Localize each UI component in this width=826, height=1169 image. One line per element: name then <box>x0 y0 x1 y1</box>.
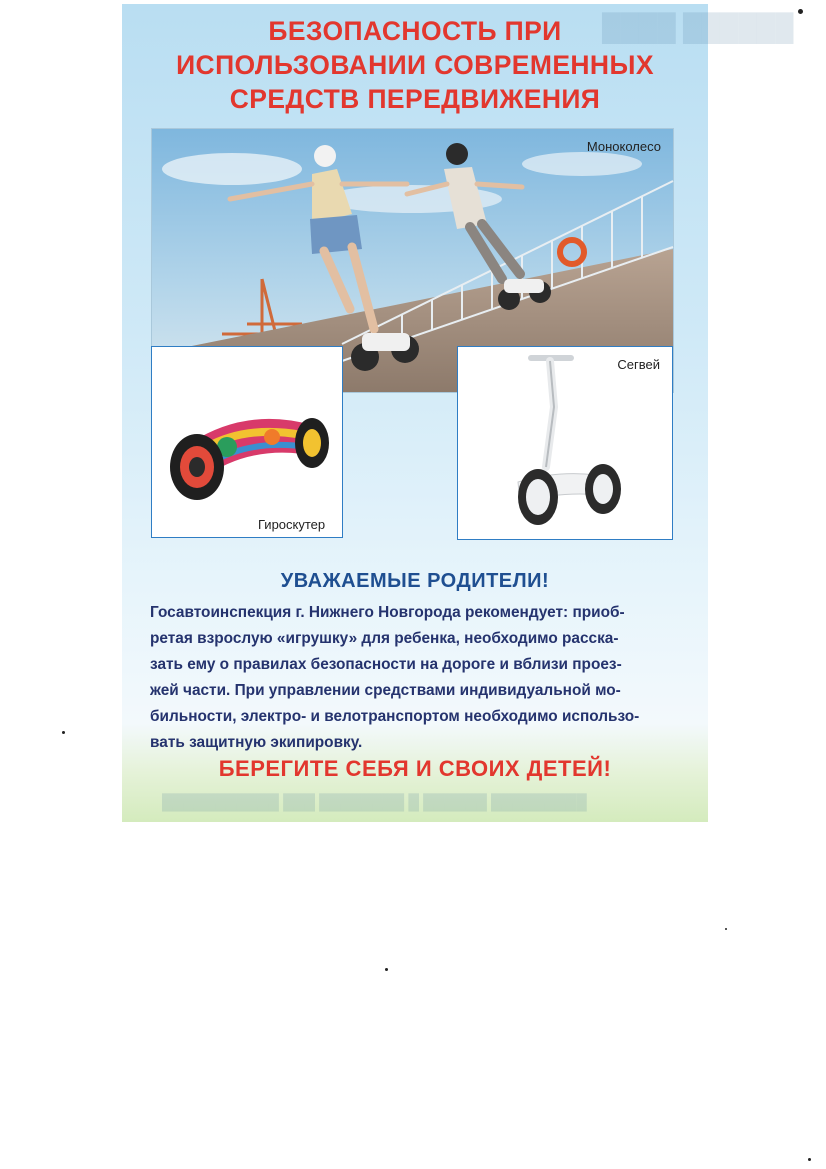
body-line: жей части. При управлении средствами индивидуальной мо- <box>150 682 621 699</box>
scan-speck <box>385 968 388 971</box>
show-through-text: █████████ ██████ █ ████████ ███ ███████████ <box>162 794 587 811</box>
parents-heading: УВАЖАЕМЫЕ РОДИТЕЛИ! <box>280 570 550 592</box>
body-line: Госавтоинспекция г. Нижнего Новгорода рекомендует: приоб- <box>150 604 625 621</box>
title-line: ИСПОЛЬЗОВАНИИ СОВРЕМЕННЫХ <box>176 50 654 80</box>
label-gyroscooter: Гироскутер <box>258 517 326 532</box>
safety-flyer <box>122 4 794 822</box>
scan-speck <box>725 928 727 930</box>
gyroscooter-illustration <box>152 347 342 537</box>
body-line: бильности, электро- и велотранспортом необходимо использо- <box>150 708 640 725</box>
scan-speck <box>798 9 803 14</box>
photo-segway <box>457 346 673 540</box>
body-line: ретая взрослую «игрушку» для ребенка, необходимо расска- <box>150 630 619 647</box>
scan-speck <box>62 731 65 734</box>
body-line: вать защитную экипировку. <box>150 734 363 751</box>
page-title <box>122 14 708 116</box>
body-line: зать ему о правилах безопасности на дороге и вблизи проез- <box>150 656 622 673</box>
closing-slogan: БЕРЕГИТЕ СЕБЯ И СВОИХ ДЕТЕЙ! <box>218 756 612 781</box>
title-line: СРЕДСТВ ПЕРЕДВИЖЕНИЯ <box>229 84 601 114</box>
scan-speck <box>808 1158 811 1161</box>
show-through-text: ██████ ████ <box>602 12 794 42</box>
photo-gyroscooter <box>151 346 343 538</box>
recommendation-paragraph <box>150 600 680 756</box>
segway-illustration <box>458 347 672 539</box>
label-segway: Сегвей <box>617 357 660 372</box>
title-line: БЕЗОПАСНОСТЬ ПРИ <box>268 16 562 46</box>
label-monowheel: Моноколесо <box>586 139 661 154</box>
